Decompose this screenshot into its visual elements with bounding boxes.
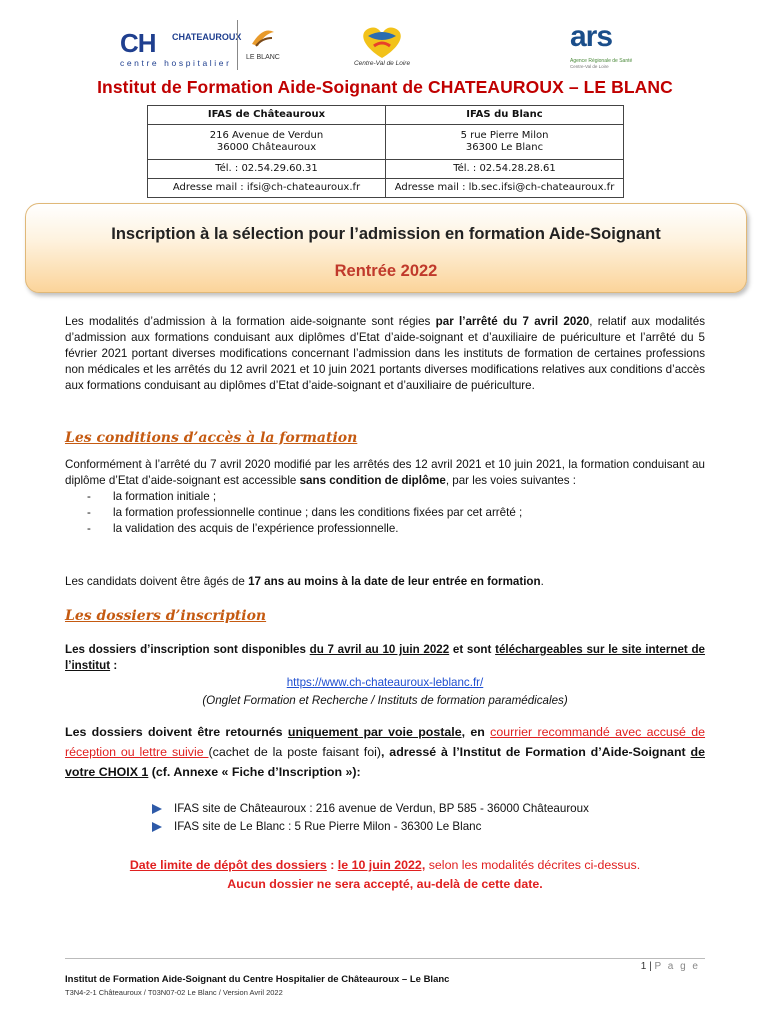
intro-paragraph <box>65 314 705 394</box>
dossiers-dates: du 7 avril au 10 juin 2022 <box>309 643 450 656</box>
intro-text-bold: par l’arrêté du 7 avril 2020 <box>435 315 590 328</box>
section-heading-dossiers: Les dossiers d’inscription <box>65 608 267 624</box>
centre-val-de-loire-logo <box>352 22 422 72</box>
ars-logo-subtitle: Agence Régionale de Santé <box>570 58 633 64</box>
address-line: 36000 Châteauroux <box>216 142 317 153</box>
return-text: Les dossiers doivent être retournés <box>65 725 288 739</box>
address-line: 36300 Le Blanc <box>465 142 544 153</box>
logo-bar <box>0 18 770 74</box>
age-requirement <box>65 574 705 590</box>
list-item: - la formation initiale ; <box>65 489 705 505</box>
site-item-chateauroux <box>152 800 589 818</box>
site-address: IFAS site de Le Blanc : 5 Rue Pierre Milon - 36300 Le Blanc <box>174 820 482 833</box>
deadline-date: le 10 juin 2022, <box>337 858 426 872</box>
list-item: - la formation professionnelle continue ; dans les conditions fixées par cet arrêté ; <box>65 505 705 521</box>
ifas-leblanc-email: Adresse mail : lb.sec.ifsi@ch-chateauroux.fr <box>386 179 624 198</box>
triangle-bullet-icon <box>152 822 162 832</box>
deadline-sep: : <box>326 858 338 872</box>
footer-reference: T3N4-2-1 Châteauroux / T03N07-02 Le Blanc / Version Avril 2022 <box>65 988 283 997</box>
deadline-text: selon les modalités décrites ci-dessus. <box>425 858 641 872</box>
ch-logo-subtitle: centre hospitalier <box>120 58 232 68</box>
document-main-title: Institut de Formation Aide-Soignant de CHATEAUROUX – LE BLANC <box>97 77 673 97</box>
ars-logo <box>570 20 640 72</box>
footer-divider <box>65 958 705 959</box>
centre-val-de-loire-text: Centre-Val de Loire <box>353 60 411 67</box>
institute-website-link[interactable]: https://www.ch-chateauroux-leblanc.fr/ <box>286 676 484 689</box>
deadline-notice <box>65 856 705 894</box>
return-text-postmark: (cachet de la poste faisant foi) <box>208 745 381 759</box>
conditions-paragraph <box>65 457 705 537</box>
ifas-chateauroux-phone: Tél. : 02.54.29.60.31 <box>148 160 386 179</box>
ifas-leblanc-phone: Tél. : 02.54.28.28.61 <box>386 160 624 179</box>
deadline-warning: Aucun dossier ne sera accepté, au-delà de cette date. <box>227 877 543 891</box>
ifas-leblanc-name: IFAS du Blanc <box>386 106 624 125</box>
inscription-banner <box>25 203 747 293</box>
conditions-text: Conformément à l’arrêté du 7 avril 2020 modifié par les arrêtés des 12 avril 2021 et 10 juin 2021, la formation conduisant au diplôme d’Etat d’aide-soignant est accessible <box>65 458 705 487</box>
ifas-leblanc-address <box>386 125 624 160</box>
page-number <box>641 961 700 972</box>
ifas-chateauroux-email: Adresse mail : ifsi@ch-chateauroux.fr <box>148 179 386 198</box>
le-blanc-logo-text: LE BLANC <box>246 54 280 61</box>
site-address: IFAS site de Châteauroux : 216 avenue de Verdun, BP 585 - 36000 Châteauroux <box>174 802 589 815</box>
deadline-label: Date limite de dépôt des dossiers <box>129 858 327 872</box>
return-text: , en <box>461 725 491 739</box>
age-text-bold: 17 ans au moins à la date de leur entrée en formation <box>248 575 541 588</box>
banner-subtitle: Rentrée 2022 <box>334 262 438 280</box>
access-routes-list <box>65 489 705 537</box>
dossiers-text: : <box>110 659 118 672</box>
website-tab-hint: (Onglet Formation et Recherche / Instituts de formation paramédicales) <box>202 694 568 707</box>
return-text-registered: courrier recommandé avec accusé de réception ou lettre suivie <box>65 725 706 759</box>
page-number-value: 1 <box>640 961 647 972</box>
return-text: , adressé à l’Institut de Formation d’Aide-Soignant <box>380 745 691 759</box>
ifas-chateauroux-address <box>148 125 386 160</box>
ifas-contact-table <box>147 105 624 198</box>
ars-logo-text: ars <box>570 20 613 53</box>
footer-institution: Institut de Formation Aide-Soignant du Centre Hospitalier de Châteauroux – Le Blanc <box>65 974 450 985</box>
ifas-site-addresses <box>152 800 589 836</box>
age-text: Les candidats doivent être âgés de <box>65 575 249 588</box>
return-text-postal: uniquement par voie postale <box>287 725 462 739</box>
ars-logo-region: Centre-Val de Loire <box>570 64 609 69</box>
section-heading-conditions: Les conditions d’accès à la formation <box>65 430 358 446</box>
address-line: 5 rue Pierre Milon <box>460 130 549 141</box>
return-text-choice: de votre CHOIX 1 <box>65 745 705 779</box>
intro-text: Les modalités d’admission à la formation aide-soignante sont régies <box>65 315 436 328</box>
age-text: . <box>540 575 544 588</box>
dossiers-text: et sont <box>449 643 496 656</box>
ifas-chateauroux-name: IFAS de Châteauroux <box>148 106 386 125</box>
le-blanc-logo <box>237 20 286 70</box>
dossiers-download-text: téléchargeables sur le site internet de l’institut <box>65 643 705 672</box>
page-number-sep: | <box>646 961 655 972</box>
conditions-text: , par les voies suivantes : <box>445 474 576 487</box>
dossiers-availability <box>65 642 705 674</box>
centre-val-de-loire-heart-icon <box>352 22 412 60</box>
return-instructions <box>65 722 705 782</box>
site-item-le-blanc <box>152 818 589 836</box>
return-text: (cf. Annexe « Fiche d’Inscription »): <box>148 765 361 779</box>
list-item: - la validation des acquis de l’expérience professionnelle. <box>65 521 705 537</box>
intro-text: , relatif aux modalités d’admission aux formations conduisant aux diplômes d’Etat d’aide-soignant et d’auxiliaire de puériculture et l’arrêté du 5 février 2021 portant diverses modifications concernant l’admission dans les instituts de formation de certaines professions non médicales et les arrêtés du 12 avril 2021 et 10 juin 2021 portants diverses modifications relatives aux conditions d’accès aux formations conduisant au diplômes d’Etat d’aide-soignant et d’auxiliaire de puériculture. <box>65 315 705 392</box>
triangle-bullet-icon <box>152 804 162 814</box>
conditions-text-bold: sans condition de diplôme <box>299 474 446 487</box>
page-word: P a g e <box>654 961 700 972</box>
address-line: 216 Avenue de Verdun <box>209 130 324 141</box>
ch-logo-city: CHATEAUROUX <box>172 32 242 42</box>
le-blanc-emblem-icon <box>250 24 276 50</box>
ch-logo-mark: CH <box>120 28 156 58</box>
dossiers-text: Les dossiers d’inscription sont disponibles <box>65 643 310 656</box>
banner-title: Inscription à la sélection pour l’admission en formation Aide-Soignant <box>111 225 661 243</box>
